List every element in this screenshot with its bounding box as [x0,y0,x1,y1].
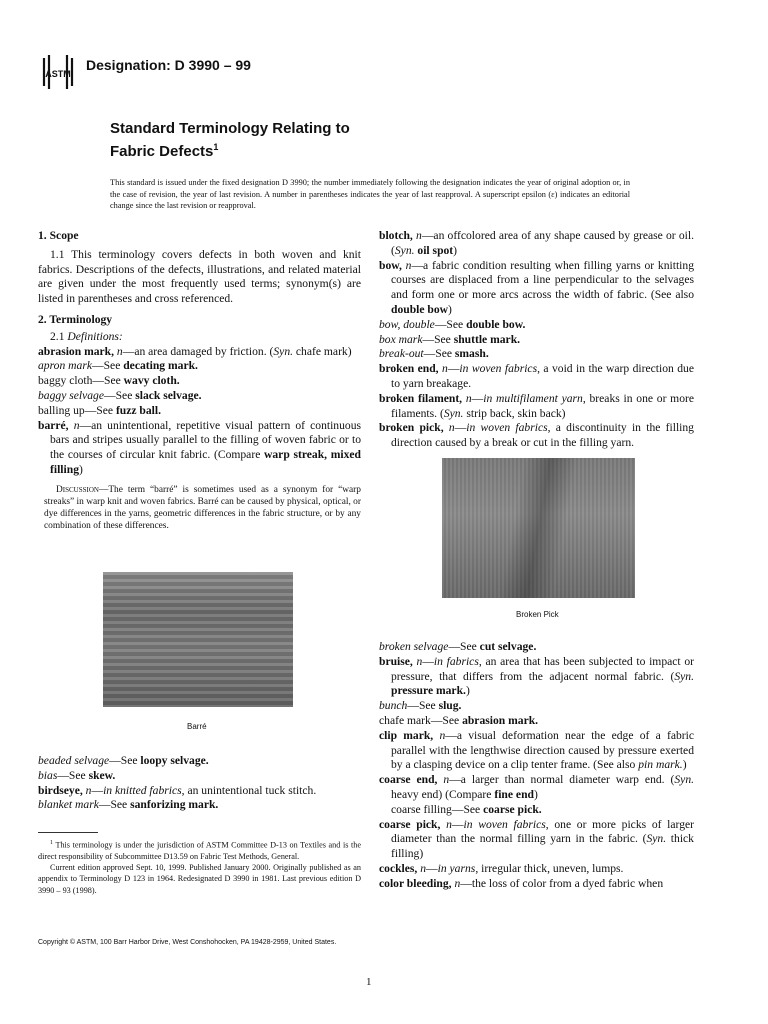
entry-bruise: bruise, n—in fabrics, an area that has been subjected to impact or pressure, that differs from the adjacent normal fabric. (Syn. pressure mark.) [379,654,694,698]
entry-coarse-filling: coarse filling—See coarse pick. [391,802,542,816]
entry-cockles: cockles, n—in yarns, irregular thick, uneven, lumps. [379,861,624,875]
footnote [38,838,361,896]
left-column [38,229,361,538]
copyright: Copyright © ASTM, 100 Barr Harbor Drive, West Conshohocken, PA 19428-2959, United States. [38,939,337,946]
entry-chafe-mark: chafe mark—See abrasion mark. [379,713,539,727]
left-column-lower [38,754,361,813]
entry-color-bleeding: color bleeding, n—the loss of color from a dyed fabric when [379,876,664,890]
title-line2: Fabric Defects$^1$ [110,142,219,160]
entry-bunch: bunch—See slug. [379,699,462,713]
right-column [379,229,694,451]
entry-broken-end: broken end, n—in woven fabrics, a void in the warp direction due to yarn breakage. [379,362,695,390]
logo-text: ASTM [45,69,71,79]
right-column-lower [379,640,694,892]
entry-bow: bow, n—a fabric condition resulting when filling yarns or knitting courses are displaced from a line perpendicular to the selvages and form one or more arcs across the width of fabric. (See also double bow) [379,258,694,316]
entry-balling-up: balling up—See fuzz ball. [38,403,162,417]
entry-blanket-mark: blanket mark—See sanforizing mark. [38,798,219,812]
entry-broken-pick: broken pick, n—in woven fabrics, a discontinuity in the filling direction caused by a break or cut in the filling yarn. [379,421,694,450]
barre-photo [103,572,293,707]
entry-broken-filament: broken filament, n—in multifilament yarn, breaks in one or more filaments. (Syn. strip back, skin back) [379,391,695,420]
entry-apron-mark: apron mark—See decating mark. [38,359,198,373]
entry-bow-double: bow, double—See double bow. [379,317,526,331]
title-line1: Standard Terminology Relating to [110,120,350,137]
entry-coarse-end: coarse end, n—a larger than normal diameter warp end. (Syn. heavy end) (Compare fine end) [379,773,695,801]
issued-note: This standard is issued under the fixed designation D 3990; the number immediately following the designation indicates the year of original adoption or, in the case of revision, the year of last revision. A number in parentheses indicates the year of last reapproval. A superscript epsilon (ε) indicates an editorial change since the last revision or reapproval. [110,178,630,210]
entry-coarse-pick: coarse pick, n—in woven fabrics, one or more picks of larger diameter than the normal filling yarn in the fabric. (Syn. thick filling) [379,817,695,861]
entry-broken-selvage: broken selvage—See cut selvage. [379,640,537,653]
designation: Designation: D 3990 – 99 [86,57,251,73]
entry-box-mark: box mark—See shuttle mark. [379,332,521,346]
entry-beaded-selvage: beaded selvage—See loopy selvage. [38,754,209,767]
astm-logo [40,52,76,92]
terminology-heading: 2. Terminology [38,312,113,326]
entry-baggy-selvage: baggy selvage—See slack selvage. [38,388,202,402]
broken-pick-photo [442,458,635,598]
title-footnote-mark: 1 [213,142,219,152]
footnote-1: $^1$ This terminology is under the jurisdiction of ASTM Committee D-13 on Textiles and is the direct responsibility of Subcommittee D13.59 on Fabric Test Methods, General. [38,840,361,861]
barre-caption: Barré [187,722,207,731]
scope-heading: 1. Scope [38,229,79,242]
entry-abrasion-mark: abrasion mark, n—an area damaged by friction. (Syn. chafe mark) [38,344,352,358]
entry-birdseye: birdseye, n—in knitted fabrics, an unintentional tuck stitch. [38,783,317,797]
entry-bias: bias—See skew. [38,768,116,782]
footnote-rule [38,832,98,833]
discussion: Discussion—The term “barré” is sometimes used as a synonym for “warp streaks” in warp knit and woven fabrics. Barré can be caused by physical, optical, or dye differences in the yarns, geometric differences in the fabric structure, or by any combination of these differences. [44,484,361,531]
broken-pick-caption: Broken Pick [516,610,559,619]
page-number: 1 [366,976,372,988]
page-title [110,120,350,161]
entry-baggy-cloth: baggy cloth—See wavy cloth. [38,374,180,388]
entry-blotch: blotch, n—an offcolored area of any shape caused by grease or oil. (Syn. oil spot) [379,229,694,257]
entry-barre: barré, n—an unintentional, repetitive visual pattern of continuous bars and stripes usually parallel to the filling of woven fabric or to the courses of circular knit fabric. (Compare warp streak, mixed filling) [38,418,362,476]
scope-text: 1.1 This terminology covers defects in both woven and knit fabrics. Descriptions of the defects, illustrations, and related material are given under the most frequently used terms; synonym(s) are listed in parentheses and cross referenced. [38,247,361,306]
entry-clip-mark: clip mark, n—a visual deformation near the edge of a fabric parallel with the lengthwise direction caused by pressure exerted by a clasping device on a clip tenter frame. (See also pin mark.) [379,728,694,772]
definitions-label: 2.1 Definitions: [50,329,123,343]
footnote-2: Current edition approved Sept. 10, 1999. Published January 2000. Originally published as an appendix to Terminology D 123 in 1964. Redesignated D 3990 in 1981. Last previous edition D 3990 – 93 (1998). [38,863,361,895]
entry-break-out: break-out—See smash. [379,347,489,361]
